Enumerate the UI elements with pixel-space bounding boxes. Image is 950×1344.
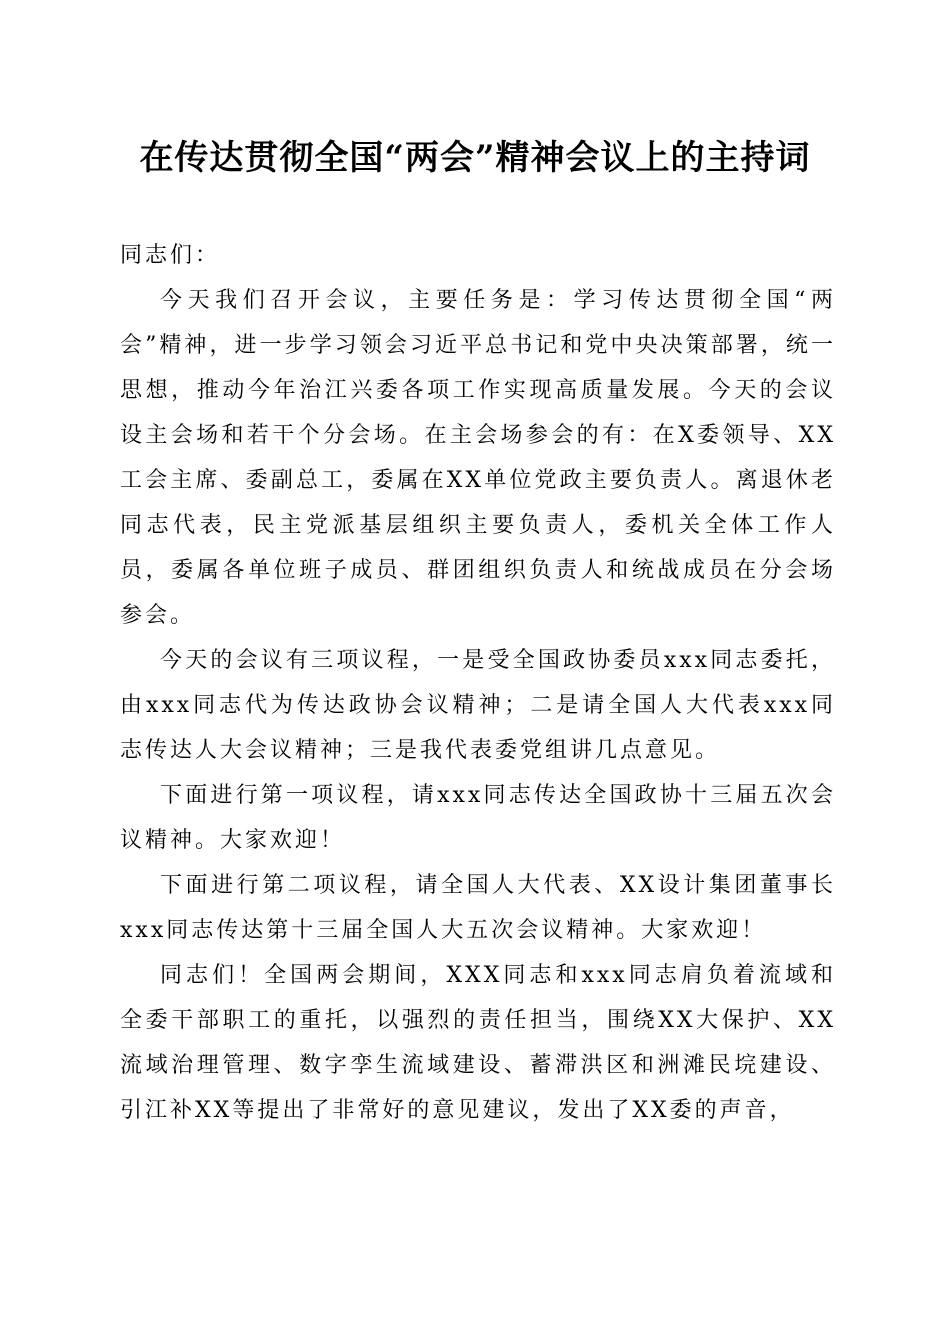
salutation: 同志们： — [120, 243, 221, 268]
paragraph-4: 下面进行第二项议程，请全国人大代表、XX设计集团董事长xxx同志传达第十三届全国人大五次会议精神。大家欢迎！ — [120, 873, 836, 943]
document-body — [120, 233, 836, 1133]
paragraph-5: 同志们！全国两会期间，XXX同志和xxx同志肩负着流域和全委干部职工的重托，以强烈的责任担当，围绕XX大保护、XX流域治理管理、数字孪生流域建设、蓄滞洪区和洲滩民垸建设、引江补XX等提出了非常好的意见建议，发出了XX委的声音， — [120, 963, 836, 1123]
document-title: 在传达贯彻全国“两会”精神会议上的主持词 — [139, 138, 811, 178]
paragraph-1: 今天我们召开会议，主要任务是：学习传达贯彻全国“两会”精神，进一步学习领会习近平总书记和党中央决策部署，统一思想，推动今年治江兴委各项工作实现高质量发展。今天的会议设主会场和若干个分会场。在主会场参会的有：在X委领导、XX工会主席、委副总工，委属在XX单位党政主要负责人。离退休老同志代表，民主党派基层组织主要负责人，委机关全体工作人员，委属各单位班子成员、群团组织负责人和统战成员在分会场参会。 — [120, 288, 836, 628]
paragraph-2: 今天的会议有三项议程，一是受全国政协委员xxx同志委托，由xxx同志代为传达政协会议精神；二是请全国人大代表xxx同志传达人大会议精神；三是我代表委党组讲几点意见。 — [120, 648, 836, 763]
paragraph-3: 下面进行第一项议程，请xxx同志传达全国政协十三届五次会议精神。大家欢迎！ — [120, 783, 836, 853]
